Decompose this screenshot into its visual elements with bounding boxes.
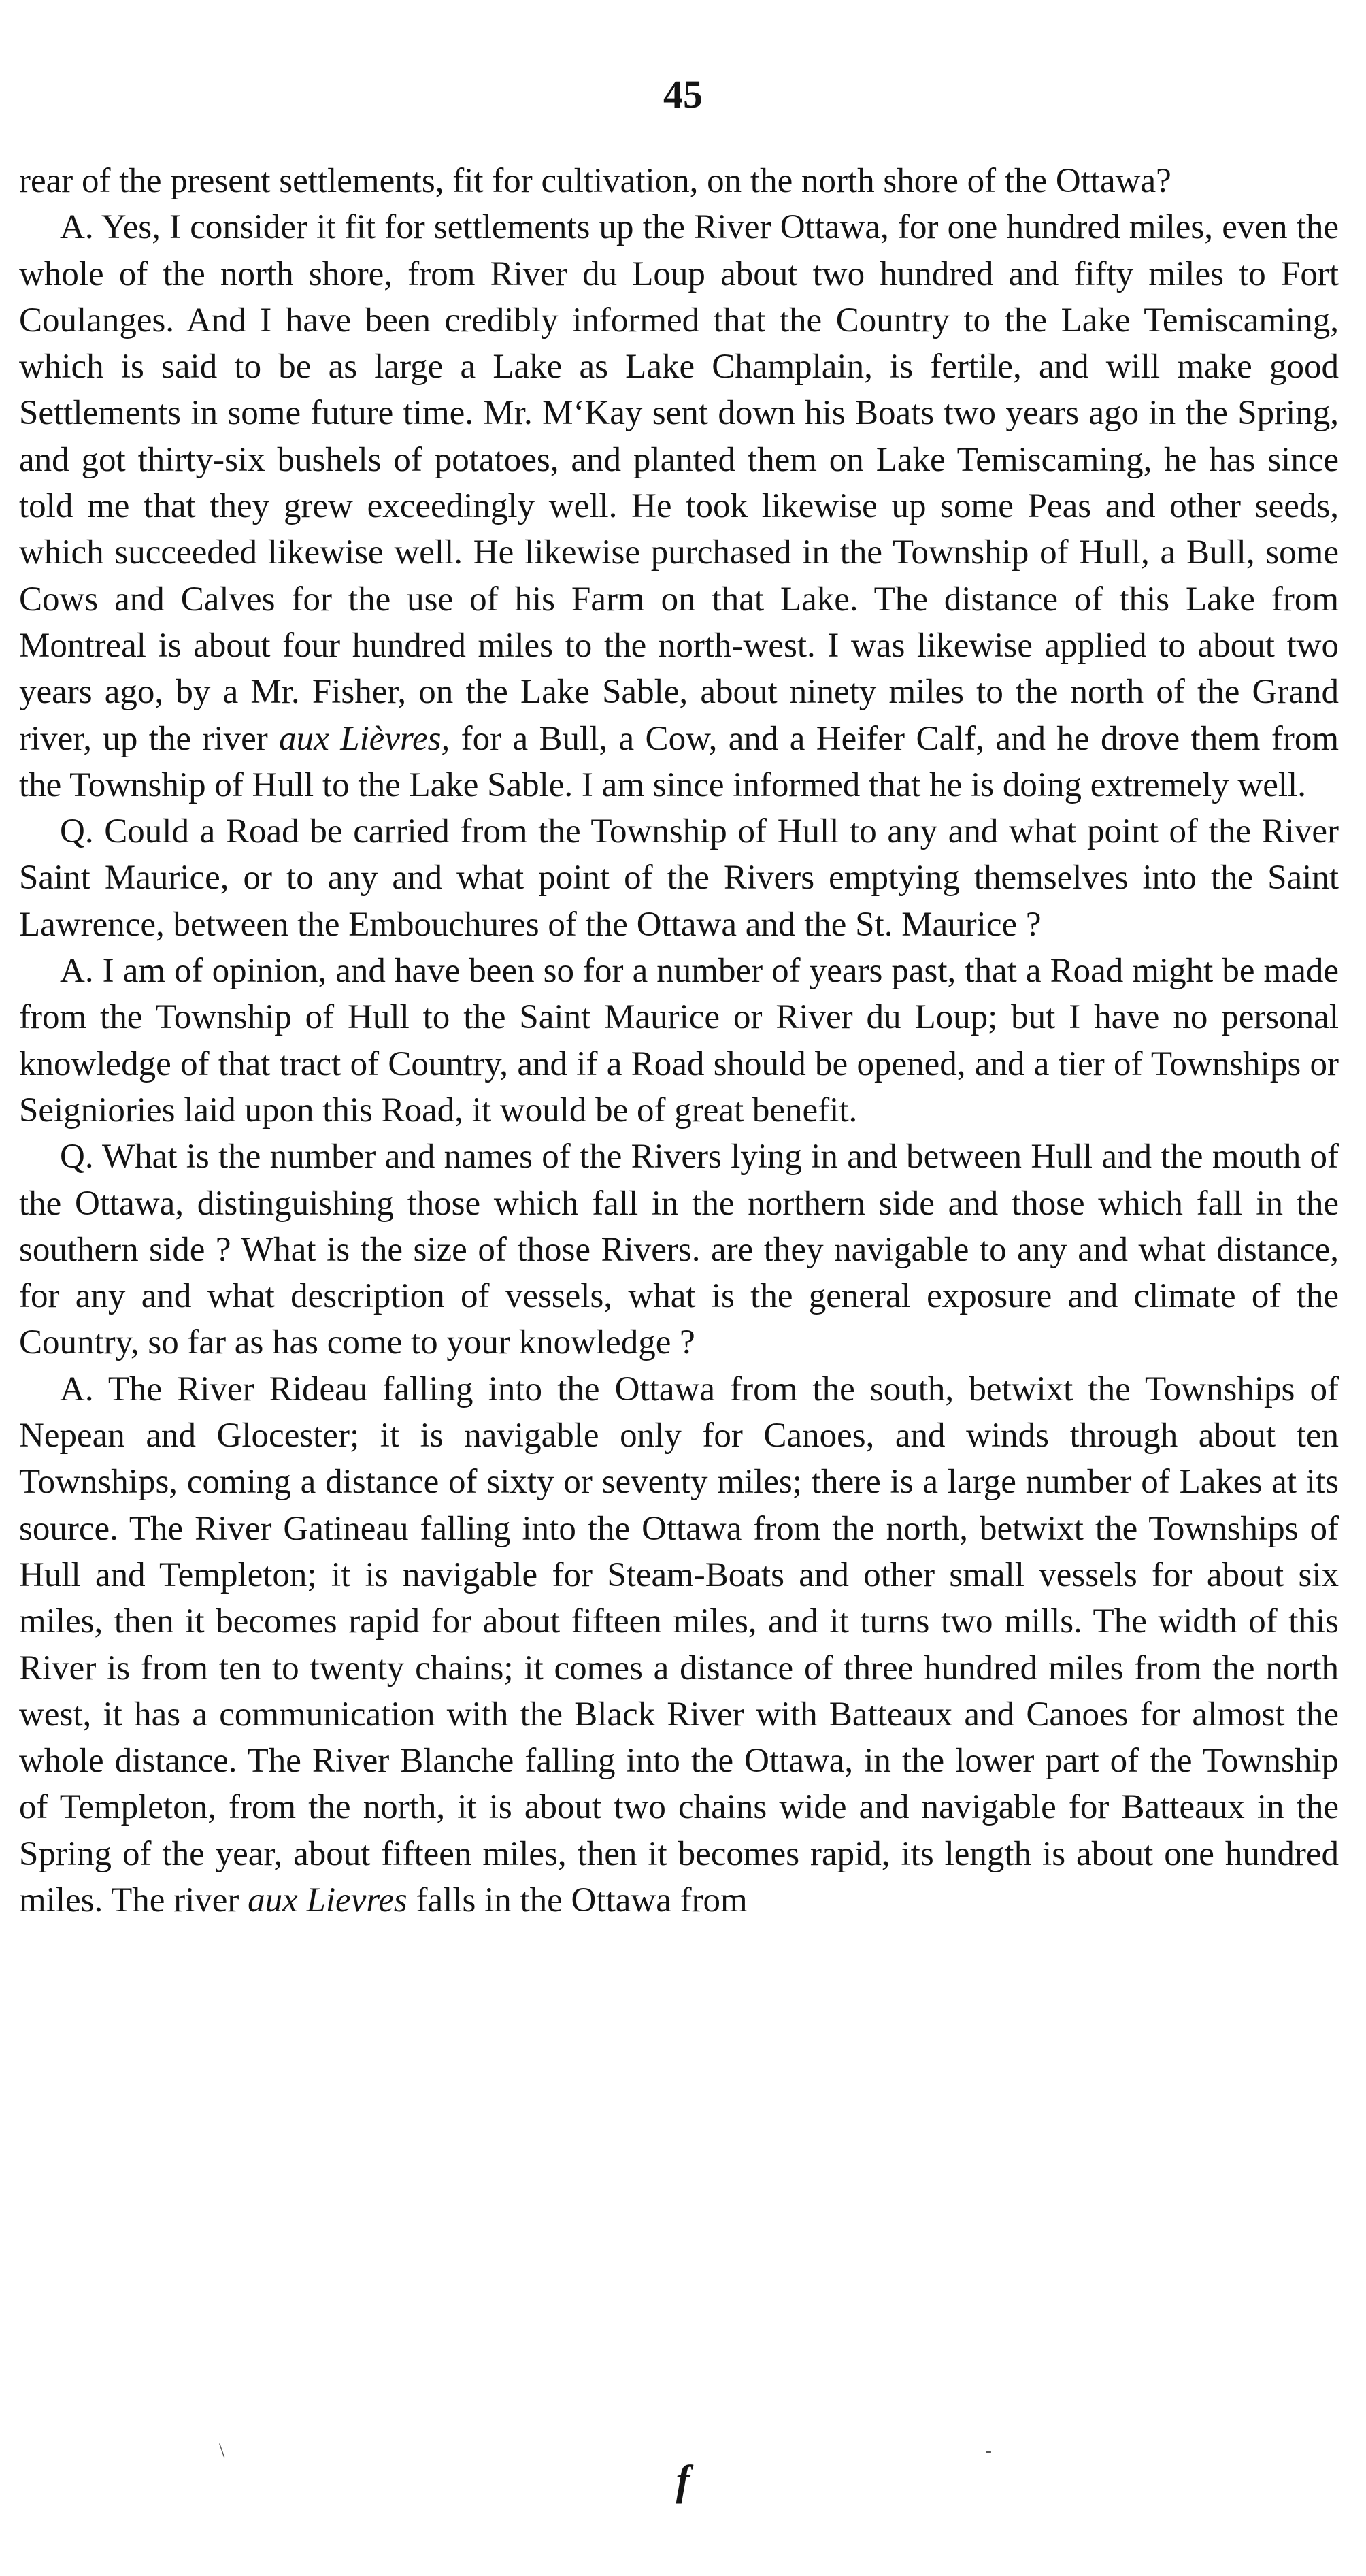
page-number: 45 (663, 72, 703, 116)
text-segment: A. Yes, I consider it fit for settlements up the River Ottawa, for one hundred miles, even the whole of the north shore, from River du Loup about two hundred and fifty miles to Fort Coulanges. And I have been credibly informed that the Country to the Lake Temiscaming, which is said to be as large a Lake as Lake Champlain, is fertile, and will make good Settlements in some future time. Mr. M‘Kay sent down his Boats two years ago in the Spring, and got thirty-six bushels of potatoes, and planted them on Lake Temiscaming, he has since told me that they grew exceedingly well. He took likewise up some Peas and other seeds, which succeeded likewise well. He likewise purchased in the Township of Hull, a Bull, some Cows and Calves for the use of his Farm on that Lake. The distance of this Lake from Montreal is about four hundred miles to the north-west. I was likewise applied to about two years ago, by a Mr. Fisher, on the Lake Sable, about ninety miles to the north of the Grand river, up the river (19, 208, 1339, 758)
print-mark-left: \ (219, 2439, 225, 2462)
text-segment: Q. What is the number and names of the Rivers lying in and between Hull and the mouth of the Ottawa, distinguishing those which fall in the northern side and those which fall in the southern side ? What is the size of those Rivers. are they navigable to any and what distance, for any and what description of vessels, what is the general exposure and climate of the Country, so far as has come to your knowledge ? (19, 1138, 1339, 1362)
text-segment: for a Bull, a Cow, and a Heifer Calf, and he drove them from the Township of Hull to the Lake Sable. I am since informed that he is doing extremely well. (19, 719, 1339, 804)
question-paragraph-rivers (19, 1134, 1339, 1366)
text-segment: falls in the Ottawa from (407, 1881, 748, 1919)
text-segment: A. I am of opinion, and have been so for a number of years past, that a Road might be made from the Township of Hull to the Saint Maurice or River du Loup; but I have no personal knowledge of that tract of Country, and if a Road should be opened, and a tier of Townships or Seigniories laid upon this Road, it would be of great benefit. (19, 952, 1339, 1129)
print-mark-right: - (985, 2439, 992, 2462)
answer-paragraph-rivers (19, 1366, 1339, 1924)
text-segment: rear of the present settlements, fit for cultivation, on the north shore of the Ottawa? (19, 162, 1171, 200)
text-segment: Q. Could a Road be carried from the Township of Hull to any and what point of the River Saint Maurice, or to any and what point of the Rivers emptying themselves into the Saint Lawrence, between the Embouchures of the Ottawa and the St. Maurice ? (19, 812, 1339, 944)
paragraph-continuation (19, 158, 1339, 204)
italic-river-name: aux Lievres (248, 1881, 407, 1919)
page-body-text (19, 158, 1339, 1923)
italic-river-name: aux Lièvres, (279, 719, 450, 758)
text-segment: A. The River Rideau falling into the Ottawa from the south, betwixt the Townships of Nepean and Glocester; it is navigable only for Canoes, and winds through about ten Townships, coming a distance of sixty or seventy miles; there is a large number of Lakes at its source. The River Gatineau falling into the Ottawa from the north, betwixt the Townships of Hull and Templeton; it is navigable for Steam-Boats and other small vessels for about six miles, then it becomes rapid for about fifteen miles, and it turns two mills. The width of this River is from ten to twenty chains; it comes a distance of three hundred miles from the north west, it has a communication with the Black River with Batteaux and Canoes for almost the whole distance. The River Blanche falling into the Ottawa, in the lower part of the Township of Templeton, from the north, it is about two chains wide and navigable for Batteaux in the Spring of the year, about fifteen miles, then it becomes rapid, its length is about one hundred miles. The river (19, 1370, 1339, 1919)
printer-signature-mark: f (676, 2458, 690, 2504)
question-paragraph-road (19, 808, 1339, 948)
answer-paragraph-road (19, 948, 1339, 1134)
answer-paragraph-settlements (19, 204, 1339, 808)
